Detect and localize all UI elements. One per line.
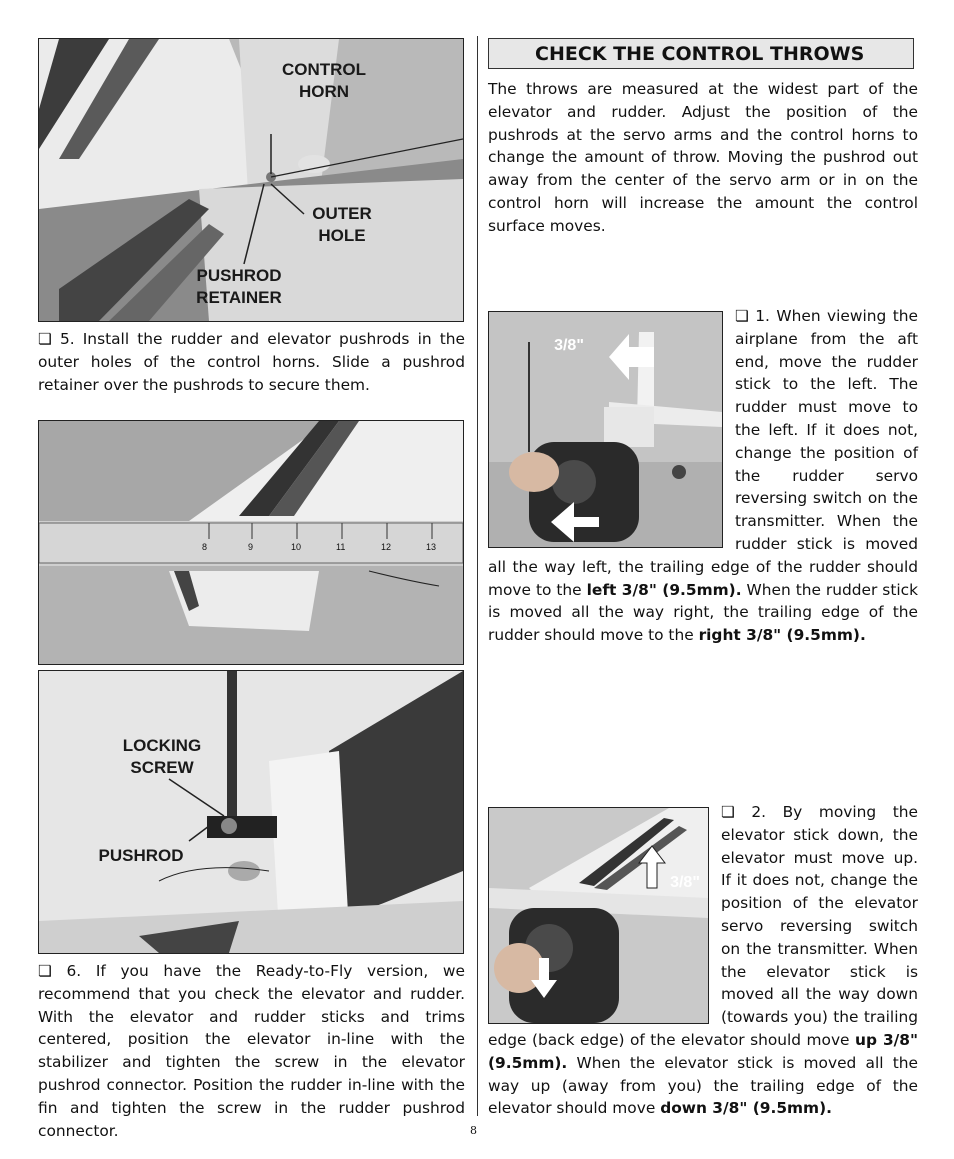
locking-screw-photo bbox=[38, 670, 464, 954]
rudder-throw-illustration bbox=[489, 312, 722, 547]
step-6-body: 6. If you have the Ready-to-Fly version, we recommend that you check the elevator and rudder. With the elevator and rudder sticks and trims centered, position the elevator in-line with the stabilizer and tighten the screw in the elevator pushrod connector. Position the rudder in-line with the fin and tighten the screw in the rudder pushrod connector. bbox=[38, 962, 465, 1140]
step-2-checkbox[interactable]: ❏ bbox=[721, 803, 735, 821]
ruler-number-8: 8 bbox=[202, 542, 208, 552]
step-2-bold-b: down 3/8" (9.5mm). bbox=[660, 1099, 832, 1118]
step-1-block bbox=[488, 305, 918, 647]
step-1-checkbox[interactable]: ❏ bbox=[735, 307, 749, 325]
ruler-number-10: 10 bbox=[291, 542, 302, 552]
section-heading: CHECK THE CONTROL THROWS bbox=[488, 38, 914, 69]
step-1-bold-a: left 3/8" (9.5mm). bbox=[586, 580, 742, 599]
step-5-checkbox[interactable]: ❏ bbox=[38, 330, 52, 348]
pushrod-retainer-label: PUSHROD RETAINER bbox=[196, 266, 282, 307]
step-2-block bbox=[488, 801, 918, 1120]
ruler-number-13: 13 bbox=[426, 542, 437, 552]
step-1-bold-b: right 3/8" (9.5mm). bbox=[698, 626, 866, 645]
ruler-photo bbox=[38, 420, 464, 665]
step-1-body-b: When the rudder stick is moved all the way right, the trailing edge of the rudder should move to the bbox=[488, 580, 919, 645]
step-2-body-a: 2. By moving the elevator stick down, the elevator must move up. If it does not, change the position of the elevator servo reversing switch on the transmitter. When the elevator stick is moved all the way down (towards you) the trailing edge (back edge) of the elevator should move bbox=[488, 803, 918, 1049]
step-2-body-b: When the elevator stick is moved all the way up (away from you) the trailing edge of the elevator should move bbox=[488, 1053, 918, 1118]
page-number: 8 bbox=[470, 1124, 477, 1137]
step-1-body-a: 1. When viewing the airplane from the aft end, move the rudder stick to the left. The rudder must move to the left. If it does not, change the position of the rudder servo reversing switch on the transmitter. When the rudder stick is moved all the way left, the trailing edge of the rudder should move to the bbox=[488, 307, 918, 599]
control-horn-photo bbox=[38, 38, 464, 322]
step-5-text bbox=[38, 328, 465, 396]
rudder-throw-photo bbox=[488, 311, 723, 548]
ruler-number-9: 9 bbox=[248, 542, 254, 552]
elevator-throw-photo bbox=[488, 807, 709, 1024]
rudder-throw-label: 3/8" bbox=[554, 337, 584, 354]
ruler-number-11: 11 bbox=[336, 542, 346, 552]
elevator-throw-label: 3/8" bbox=[670, 874, 700, 891]
pushrod-label: PUSHROD bbox=[98, 846, 184, 865]
locking-screw-label: LOCKING SCREW bbox=[122, 736, 202, 777]
step-6-text bbox=[38, 960, 465, 1142]
control-horn-label: CONTROL HORN bbox=[281, 60, 367, 101]
step-6-checkbox[interactable]: ❏ bbox=[38, 962, 52, 980]
elevator-throw-illustration bbox=[489, 808, 708, 1023]
locking-screw-illustration bbox=[39, 671, 463, 953]
step-5-body: 5. Install the rudder and elevator pushrods in the outer holes of the control horns. Slide a pushrod retainer over the pushrods to secure them. bbox=[38, 330, 465, 394]
outer-hole-label: OUTER HOLE bbox=[312, 204, 372, 245]
intro-text: The throws are measured at the widest part of the elevator and rudder. Adjust the position of the pushrods at the servo arms and the control horns to change the amount of throw. Moving the pushrod out away from the center of the servo arm or in on the control horn will increase the amount the control surface moves. bbox=[488, 80, 918, 235]
step-2-bold-a: up 3/8" (9.5mm). bbox=[488, 1030, 918, 1072]
ruler-number-12: 12 bbox=[381, 542, 392, 552]
column-divider bbox=[477, 36, 478, 1116]
